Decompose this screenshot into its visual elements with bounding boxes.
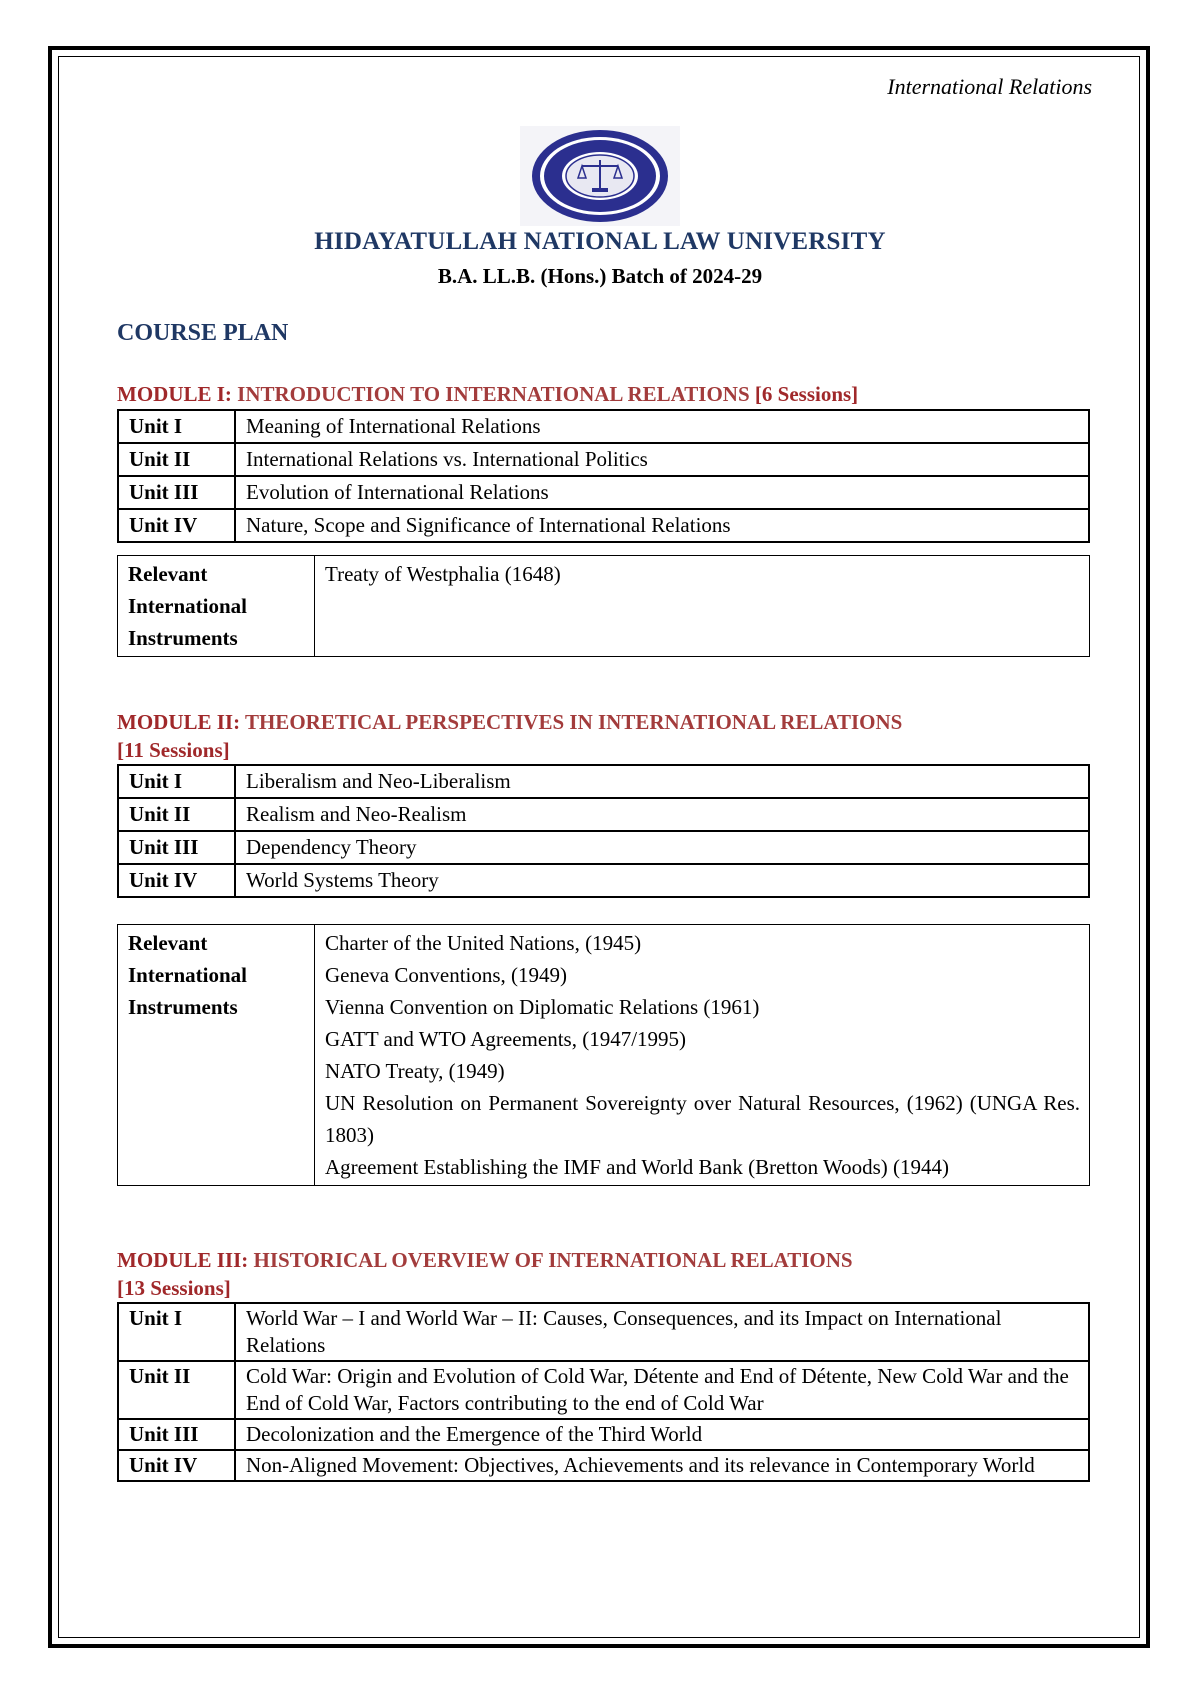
table-row — [118, 1361, 1089, 1419]
unit-label: Unit IV — [118, 509, 235, 542]
module-3-heading — [117, 1246, 1087, 1302]
university-name: HIDAYATULLAH NATIONAL LAW UNIVERSITY — [314, 228, 886, 255]
unit-label: Unit III — [118, 476, 235, 509]
instrument-item: GATT and WTO Agreements, (1947/1995) — [325, 1027, 687, 1051]
instruments-list — [315, 925, 1090, 1186]
instruments-label: Relevant International Instruments — [118, 556, 315, 657]
module-2-heading — [117, 708, 1087, 764]
batch-subtitle: B.A. LL.B. (Hons.) Batch of 2024-29 — [437, 264, 763, 288]
table-row — [118, 509, 1089, 542]
unit-topic: Liberalism and Neo-Liberalism — [235, 765, 1089, 798]
unit-label: Unit II — [118, 443, 235, 476]
table-row — [118, 556, 1090, 657]
unit-label: Unit I — [118, 765, 235, 798]
instrument-item: Treaty of Westphalia (1648) — [325, 562, 561, 586]
unit-label: Unit I — [118, 1303, 235, 1361]
table-row — [118, 864, 1089, 897]
module-title: THEORETICAL PERSPECTIVES IN INTERNATIONAL RELATIONS — [244, 710, 903, 734]
instrument-item: Agreement Establishing the IMF and World Bank (Bretton Woods) (1944) — [325, 1155, 950, 1179]
module-1-units-table — [117, 409, 1090, 543]
unit-topic: Nature, Scope and Significance of International Relations — [235, 509, 1089, 542]
instruments-list — [315, 556, 1090, 657]
module-title: HISTORICAL OVERVIEW OF INTERNATIONAL RELATIONS — [253, 1248, 853, 1272]
table-row — [118, 410, 1089, 443]
unit-label: Unit I — [118, 410, 235, 443]
module-title: INTRODUCTION TO INTERNATIONAL RELATIONS — [237, 382, 750, 406]
module-sessions: [11 Sessions] — [117, 738, 230, 762]
table-row — [118, 443, 1089, 476]
university-seal-icon — [520, 126, 680, 226]
table-row — [118, 765, 1089, 798]
unit-label: Unit IV — [118, 864, 235, 897]
table-row — [118, 1450, 1089, 1481]
instrument-item: Charter of the United Nations, (1945) — [325, 931, 642, 955]
module-label: MODULE II: — [117, 710, 241, 734]
module-3-units-table — [117, 1302, 1090, 1482]
unit-topic: Evolution of International Relations — [235, 476, 1089, 509]
unit-label: Unit II — [118, 798, 235, 831]
table-row — [118, 1303, 1089, 1361]
module-2-units-table — [117, 764, 1090, 898]
table-row — [118, 798, 1089, 831]
unit-label: Unit III — [118, 1419, 235, 1450]
module-sessions: [13 Sessions] — [117, 1276, 231, 1300]
instrument-item: NATO Treaty, (1949) — [325, 1059, 505, 1083]
module-2-instruments-table — [117, 924, 1090, 1186]
unit-topic: World Systems Theory — [235, 864, 1089, 897]
running-header: International Relations — [887, 74, 1092, 99]
unit-topic: World War – I and World War – II: Causes, Consequences, and its Impact on International Relations — [235, 1303, 1089, 1361]
table-row — [118, 831, 1089, 864]
instrument-item: UN Resolution on Permanent Sovereignty over Natural Resources, (1962) (UNGA Res. 1803) — [325, 1091, 1080, 1147]
unit-label: Unit II — [118, 1361, 235, 1419]
module-label: MODULE III: — [117, 1248, 249, 1272]
instrument-item: Geneva Conventions, (1949) — [325, 963, 568, 987]
unit-topic: Meaning of International Relations — [235, 410, 1089, 443]
module-label: MODULE I: — [117, 382, 232, 406]
module-1-instruments-table — [117, 555, 1090, 657]
unit-topic: Realism and Neo-Realism — [235, 798, 1089, 831]
instruments-label: Relevant International Instruments — [118, 925, 315, 1186]
instrument-item: Vienna Convention on Diplomatic Relations (1961) — [325, 995, 760, 1019]
course-plan-heading: COURSE PLAN — [117, 320, 289, 346]
unit-label: Unit III — [118, 831, 235, 864]
unit-topic: International Relations vs. International Politics — [235, 443, 1089, 476]
unit-topic: Dependency Theory — [235, 831, 1089, 864]
table-row — [118, 1419, 1089, 1450]
table-row — [118, 476, 1089, 509]
module-1-heading — [117, 380, 1087, 408]
unit-label: Unit IV — [118, 1450, 235, 1481]
unit-topic: Decolonization and the Emergence of the Third World — [235, 1419, 1089, 1450]
unit-topic: Non-Aligned Movement: Objectives, Achievements and its relevance in Contemporary World — [235, 1450, 1089, 1481]
unit-topic: Cold War: Origin and Evolution of Cold War, Détente and End of Détente, New Cold War and the End of Cold War, Factors contributing to the end of Cold War — [235, 1361, 1089, 1419]
module-sessions: [6 Sessions] — [754, 382, 859, 406]
table-row — [118, 925, 1090, 1186]
